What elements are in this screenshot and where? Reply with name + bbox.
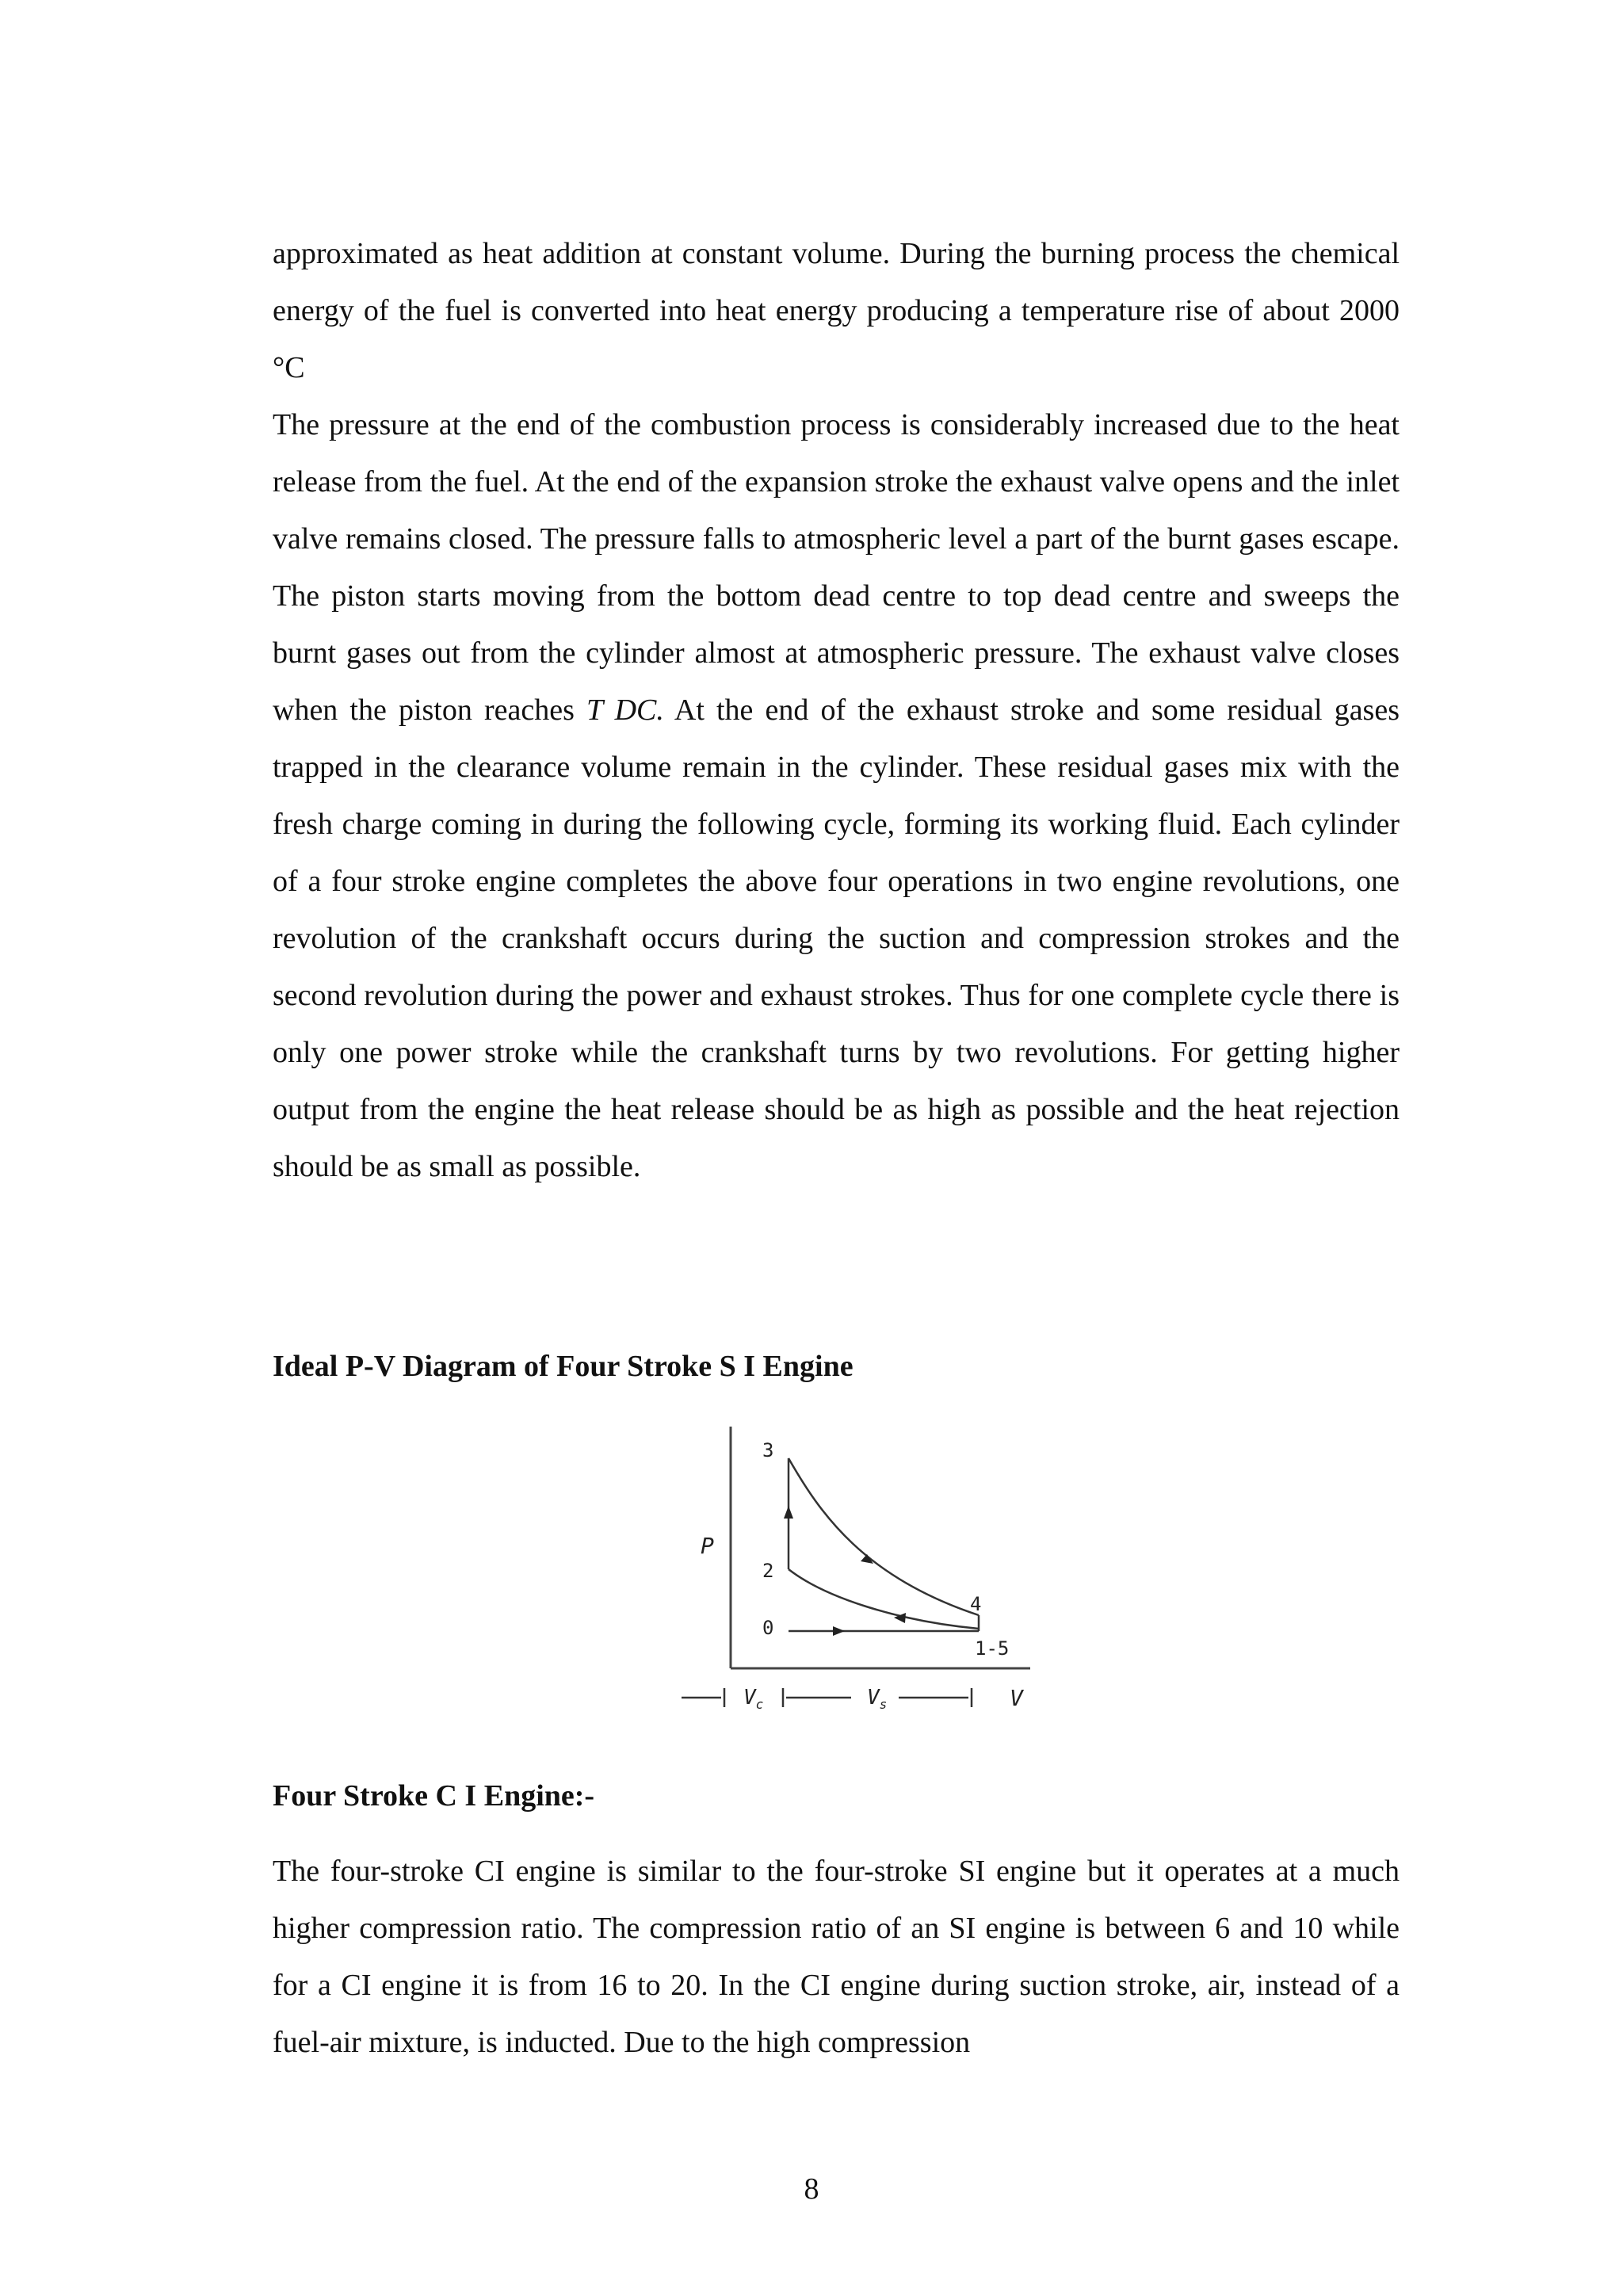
tdc-italic: T DC. [586,693,664,727]
axis-label-p: P [701,1533,714,1559]
point-label-3: 3 [762,1439,774,1461]
paragraph-exhaust [273,396,1400,1195]
paragraph-exhaust-text-a: The pressure at the end of the combustion process is considerably increased due to the heat release from the fuel. At the end of the expansion stroke the exhaust valve opens and the inlet valve remains closed. The pressure falls to atmospheric level a part of the burnt gases escape. The piston starts moving from the bottom dead centre to top dead centre and sweeps the burnt gases out from the cylinder almost at atmospheric pressure. The exhaust valve closes when the piston reaches [273,408,1400,727]
arrow-right-icon [833,1626,845,1636]
point-label-0: 0 [762,1617,774,1639]
arrow-up-icon [784,1506,793,1519]
paragraph-combustion: approximated as heat addition at constant volume. During the burning process the chemical energy of the fuel is converted into heat energy producing a temperature rise of about 2000 °C [273,237,1400,384]
heading-pv-diagram: Ideal P-V Diagram of Four Stroke S I Engine [273,1350,854,1383]
compression-curve [789,1569,982,1629]
paragraph-exhaust-text-b: At the end of the exhaust stroke and some residual gases trapped in the clearance volume remain in the cylinder. These residual gases mix with the fresh charge coming in during the following cycle, forming its working fluid. Each cylinder of a four stroke engine completes the above four operations in two engine revolutions, one revolution of the crankshaft occurs during the suction and compression strokes and the second revolution during the power and exhaust strokes. Thus for one complete cycle there is only one power stroke while the crankshaft turns by two revolutions. For getting higher output from the engine the heat release should be as high as possible and the heat rejection should be as small as possible. [273,693,1400,1183]
paragraph-ci-text: The four-stroke CI engine is similar to the four-stroke SI engine but it operates at a much higher compression ratio. The compression ratio of an SI engine is between 6 and 10 while for a CI engine it is from 16 to 20. In the CI engine during suction stroke, air, instead of a fuel-air mixture, is inducted. Due to the high compression [273,1855,1400,2059]
point-label-2: 2 [762,1560,774,1582]
pv-diagram [674,1427,1038,1728]
expansion-curve [789,1458,982,1615]
body-text-section [273,225,1400,1195]
point-label-4: 4 [970,1593,982,1615]
page-number: 8 [804,2172,819,2206]
heading-ci-engine: Four Stroke C I Engine:- [273,1779,595,1813]
vs-label: $V_s$ [867,1686,888,1712]
paragraph-ci-engine [273,1843,1400,2071]
axis-label-v: V [1010,1685,1023,1711]
point-label-1-5: 1-5 [975,1637,1010,1660]
vc-label: $V_c$ [743,1686,764,1712]
